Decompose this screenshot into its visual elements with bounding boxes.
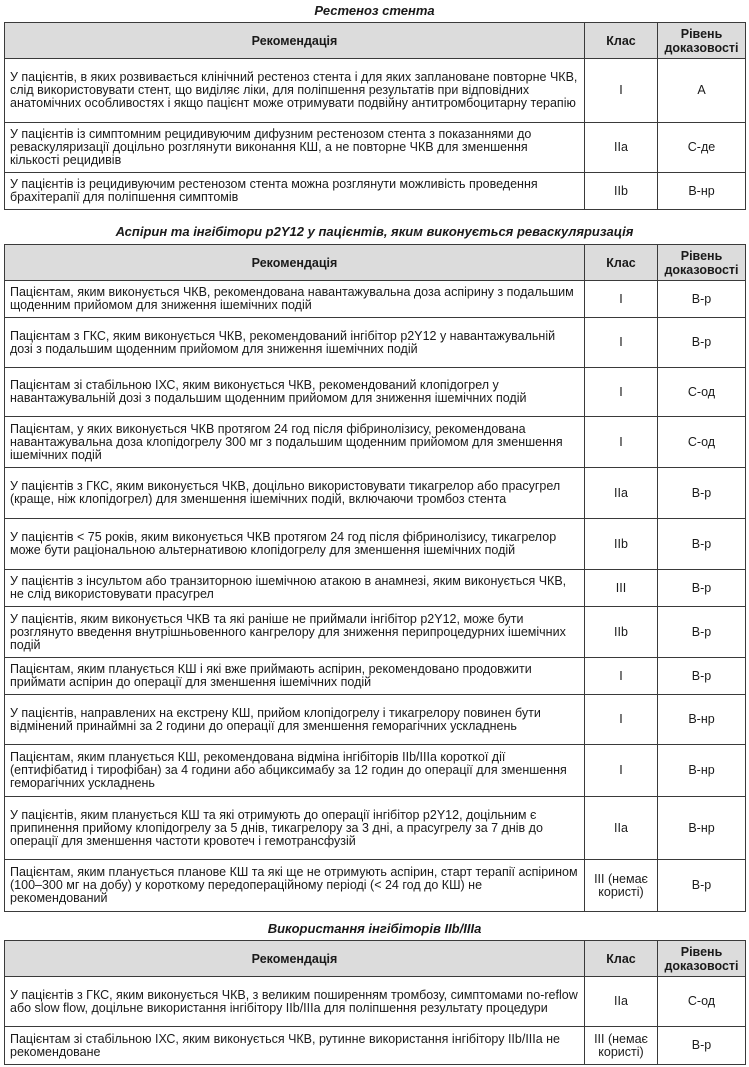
class-value: I xyxy=(585,695,658,745)
level-value: В-р xyxy=(658,1027,746,1065)
recommendation-text: Пацієнтам зі стабільною ІХС, яким виконується ЧКВ, рутинне використання інгібітору IIb/IIIa не рекомендоване xyxy=(5,1027,585,1065)
recommendation-text: У пацієнтів, яким виконується ЧКВ та які раніше не приймали інгібітор р2Y12, може бути розглянуто введення внутрішньовенного кангрелору для зниження перипроцедурних ішемічних подій xyxy=(5,607,585,658)
class-value: IIa xyxy=(585,797,658,860)
recommendation-text: У пацієнтів із симптомним рецидивуючим дифузним рестенозом стента з показаннями до реваскуляризації доцільно розглянути виконання КШ, а не повторне ЧКВ для зменшення кількості рецидивів xyxy=(5,123,585,173)
table-row xyxy=(5,977,746,1027)
class-value: I xyxy=(585,417,658,468)
table-row xyxy=(5,468,746,519)
level-value: С-де xyxy=(658,123,746,173)
class-value: III (немає користі) xyxy=(585,860,658,912)
table-row xyxy=(5,695,746,745)
class-value: III (немає користі) xyxy=(585,1027,658,1065)
recommendation-text: У пацієнтів, направлених на екстрену КШ, прийом клопідогрелу і тикагрелору повинен бути відмінений принаймні за 2 години до операції для зменшення геморагічних ускладнень xyxy=(5,695,585,745)
class-value: IIa xyxy=(585,977,658,1027)
table-row xyxy=(5,745,746,797)
section-title: Використання інгібіторів IIb/IIIa xyxy=(267,921,482,936)
recommendations-table xyxy=(4,244,746,912)
class-value: III xyxy=(585,570,658,607)
class-value: IIa xyxy=(585,123,658,173)
table-row xyxy=(5,281,746,318)
header-recommendation: Рекомендація xyxy=(5,245,585,281)
header-level: Рівень доказовості xyxy=(658,245,746,281)
table-row xyxy=(5,519,746,570)
table-row xyxy=(5,173,746,210)
header-level: Рівень доказовості xyxy=(658,23,746,59)
class-value: I xyxy=(585,658,658,695)
table-row xyxy=(5,417,746,468)
table-row xyxy=(5,59,746,123)
level-value: В-нр xyxy=(658,173,746,210)
class-value: IIa xyxy=(585,468,658,519)
class-value: I xyxy=(585,745,658,797)
recommendation-text: Пацієнтам, яким планується КШ, рекомендована відміна інгібіторів IIb/IIIa короткої дії (ептифібатид і тирофібан) за 4 години або абциксимабу за 12 годин до операції для зменшення геморагічних ускладнень xyxy=(5,745,585,797)
table-header-row xyxy=(5,941,746,977)
recommendation-text: Пацієнтам, яким виконується ЧКВ, рекомендована навантажувальна доза аспірину з подальшим щоденним прийомом для зниження ішемічних подій xyxy=(5,281,585,318)
recommendation-text: Пацієнтам зі стабільною ІХС, яким виконується ЧКВ, рекомендований клопідогрел у навантажувальній дозі з подальшим щоденним прийомом для зниження ішемічних подій xyxy=(5,368,585,417)
class-value: I xyxy=(585,318,658,368)
recommendation-text: Пацієнтам з ГКС, яким виконується ЧКВ, рекомендований інгібітор р2Y12 у навантажувальній дозі з подальшим щоденним прийомом для зниження ішемічних подій xyxy=(5,318,585,368)
recommendation-text: У пацієнтів з ГКС, яким виконується ЧКВ, доцільно використовувати тикагрелор або прасугрел (краще, ніж клопідогрел) для зменшення ішемічних подій, включаючи тромбоз стента xyxy=(5,468,585,519)
table-header-row xyxy=(5,245,746,281)
level-value: В-р xyxy=(658,607,746,658)
recommendation-text: У пацієнтів, в яких розвивається клінічний рестеноз стента і для яких заплановане повторне ЧКВ, слід використовувати стент, що виділяє ліки, для поліпшення результатів при відповідних анатомічних особливостях і якщо пацієнт може отримувати подвійну антитромбоцитарну терапію xyxy=(5,59,585,123)
recommendation-text: У пацієнтів < 75 років, яким виконується ЧКВ протягом 24 год після фібринолізису, тикагрелор може бути раціональною альтернативою клопідогрелу для зменшення ішемічних подій xyxy=(5,519,585,570)
header-recommendation: Рекомендація xyxy=(5,941,585,977)
table-row xyxy=(5,1027,746,1065)
header-recommendation: Рекомендація xyxy=(5,23,585,59)
level-value: В-нр xyxy=(658,695,746,745)
level-value: С-од xyxy=(658,977,746,1027)
class-value: I xyxy=(585,59,658,123)
level-value: В-р xyxy=(658,570,746,607)
table-row xyxy=(5,318,746,368)
table-row xyxy=(5,607,746,658)
level-value: В-р xyxy=(658,281,746,318)
recommendation-text: У пацієнтів, яким планується КШ та які отримують до операції інгібітор р2Y12, доцільним є припинення прийому клопідогрелу за 5 днів, тикагрелору за 3 дні, а прасугрелу за 7 днів до операції для зменшення частоти кровотеч і гемотрансфузій xyxy=(5,797,585,860)
level-value: A xyxy=(658,59,746,123)
recommendation-text: У пацієнтів з інсультом або транзиторною ішемічною атакою в анамнезі, яким виконується ЧКВ, не слід використовувати прасугрел xyxy=(5,570,585,607)
recommendation-text: У пацієнтів з ГКС, яким виконується ЧКВ, з великим поширенням тромбозу, симптомами no-reflow або slow flow, доцільне використання інгібітору IIb/IIIa для поліпшення результату процедури xyxy=(5,977,585,1027)
recommendations-table xyxy=(4,22,746,210)
section-title: Аспірин та інгібітори р2Y12 у пацієнтів, яким виконується реваскуляризація xyxy=(115,224,634,239)
level-value: В-р xyxy=(658,519,746,570)
level-value: В-нр xyxy=(658,745,746,797)
table-header-row xyxy=(5,23,746,59)
level-value: В-р xyxy=(658,658,746,695)
class-value: I xyxy=(585,368,658,417)
recommendation-text: Пацієнтам, яким планується КШ і які вже приймають аспірин, рекомендовано продовжити приймати аспірин до операції для зменшення ішемічних подій xyxy=(5,658,585,695)
level-value: В-нр xyxy=(658,797,746,860)
table-row xyxy=(5,368,746,417)
recommendation-text: Пацієнтам, у яких виконується ЧКВ протягом 24 год після фібринолізису, рекомендована навантажувальна доза клопідогрелу 300 мг з подальшим щоденним прийомом для зменшення ішемічних подій xyxy=(5,417,585,468)
level-value: С-од xyxy=(658,417,746,468)
table-row xyxy=(5,658,746,695)
class-value: I xyxy=(585,281,658,318)
level-value: В-р xyxy=(658,318,746,368)
recommendation-text: У пацієнтів із рецидивуючим рестенозом стента можна розглянути можливість проведення брахітерапії для поліпшення симптомів xyxy=(5,173,585,210)
section-title: Рестеноз стента xyxy=(314,3,435,18)
recommendations-table xyxy=(4,940,746,1065)
table-row xyxy=(5,570,746,607)
header-class: Клас xyxy=(585,23,658,59)
table-row xyxy=(5,860,746,912)
header-class: Клас xyxy=(585,245,658,281)
header-level: Рівень доказовості xyxy=(658,941,746,977)
level-value: С-од xyxy=(658,368,746,417)
class-value: IIb xyxy=(585,173,658,210)
level-value: В-р xyxy=(658,468,746,519)
header-class: Клас xyxy=(585,941,658,977)
table-row xyxy=(5,123,746,173)
class-value: IIb xyxy=(585,519,658,570)
recommendation-text: Пацієнтам, яким планується планове КШ та які ще не отримують аспірин, старт терапії аспірином (100–300 мг на добу) у короткому передопераційному періоді (< 24 год до КШ) не рекомендований xyxy=(5,860,585,912)
table-row xyxy=(5,797,746,860)
class-value: IIb xyxy=(585,607,658,658)
level-value: В-р xyxy=(658,860,746,912)
